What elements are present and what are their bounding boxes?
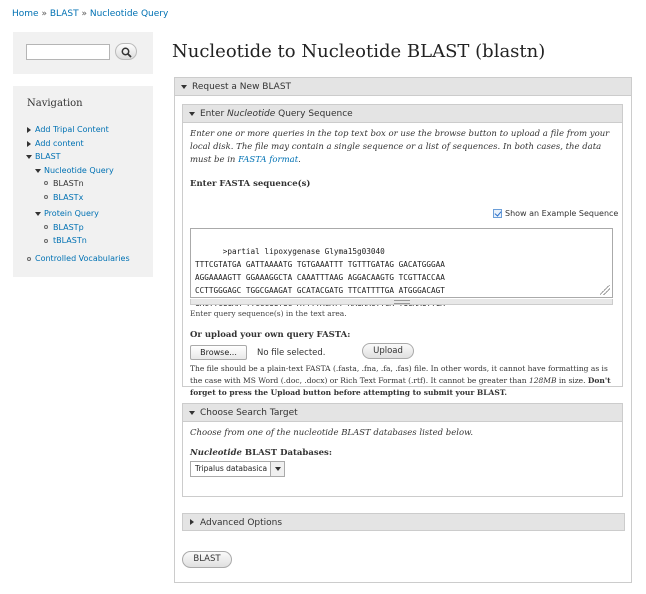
collapsed-arrow-icon xyxy=(27,141,31,147)
search-target-fieldset xyxy=(182,403,623,497)
advanced-options-label: Advanced Options xyxy=(200,518,283,528)
upload-button[interactable]: Upload xyxy=(362,343,414,359)
bullet-icon xyxy=(44,195,48,199)
collapsed-arrow-icon xyxy=(190,519,194,525)
textarea-note: Enter query sequence(s) in the text area. xyxy=(190,309,347,318)
expanded-arrow-icon xyxy=(189,411,195,415)
bullet-icon xyxy=(44,239,48,243)
search-button[interactable] xyxy=(115,43,137,60)
example-sequence-checkbox[interactable] xyxy=(493,209,618,218)
selected-database: Tripalus databasica xyxy=(195,464,268,473)
breadcrumb-blast[interactable]: BLAST xyxy=(49,9,79,19)
collapsed-arrow-icon xyxy=(27,127,31,133)
nav-blastn[interactable]: BLASTn xyxy=(53,179,84,188)
fasta-sequence-textarea[interactable] xyxy=(190,228,613,298)
file-requirements-note: The file should be a plain-text FASTA (.fasta, .fna, .fa, .fas) file. In other words, it cannot have formatting as is the case with MS Word (.doc, .docx) or Rich Text Format (.rtf). It cannot be greater than 128MB in size. Don't forget to press the Upload button before attempting to submit your BLAST. xyxy=(190,364,611,397)
expanded-arrow-icon xyxy=(35,169,41,173)
query-description: Enter one or more queries in the top text box or use the browse button to upload a file from your local disk. The file may contain a single sequence or a list of sequences. In both cases, the data must be in FASTA format. xyxy=(190,129,610,165)
request-legend[interactable] xyxy=(175,78,631,96)
no-file-selected: No file selected. xyxy=(257,348,326,358)
breadcrumb xyxy=(12,9,168,19)
search-target-description: Choose from one of the nucleotide BLAST databases listed below. xyxy=(190,428,474,438)
textarea-resize-bar[interactable] xyxy=(190,299,613,305)
nav-tblastn[interactable]: tBLASTn xyxy=(53,236,87,245)
breadcrumb-separator: » xyxy=(81,9,87,19)
request-fieldset xyxy=(174,77,632,583)
query-fieldset xyxy=(182,104,623,397)
expanded-arrow-icon xyxy=(181,85,187,89)
breadcrumb-separator: » xyxy=(41,9,47,19)
nav-blastp[interactable]: BLASTp xyxy=(53,223,84,232)
fasta-sequence-text: >partial lipoxygenase Glyma15g03040 TTTCGTATGA GATTAAAATG TGTGAAATTT TGTTTGATAG GACATGGGAA AGGAAAAGTT GGAAAGGCTA CAAATTTAAG AGGACAAGTG TCGTTACCAA CCTTGGGAGC TGGCGAAGAT GCATACGATG TTCATTTTGA ATGGGACAGT xyxy=(195,247,445,295)
fasta-sequence-label: Enter FASTA sequence(s) xyxy=(190,179,311,189)
query-legend[interactable] xyxy=(183,105,622,123)
search-block xyxy=(13,32,153,74)
breadcrumb-home[interactable]: Home xyxy=(12,9,39,19)
bullet-icon xyxy=(27,257,31,261)
checkbox-checked-icon xyxy=(493,209,502,218)
breadcrumb-nucleotide-query[interactable]: Nucleotide Query xyxy=(89,9,169,19)
expanded-arrow-icon xyxy=(26,155,32,159)
bullet-icon xyxy=(44,181,48,185)
nav-nucleotide-query[interactable]: Nucleotide Query xyxy=(44,166,114,175)
nav-controlled-vocabularies[interactable]: Controlled Vocabularies xyxy=(35,254,130,263)
example-sequence-label: Show an Example Sequence xyxy=(505,209,619,218)
nav-protein-query[interactable]: Protein Query xyxy=(44,209,99,218)
search-target-legend[interactable] xyxy=(183,404,622,422)
nav-add-content[interactable]: Add content xyxy=(35,139,84,148)
bullet-icon xyxy=(44,225,48,229)
navigation-title: Navigation xyxy=(27,98,83,109)
query-legend-label: Enter Nucleotide Query Sequence xyxy=(200,109,353,119)
nav-add-tripal-content[interactable]: Add Tripal Content xyxy=(35,125,109,134)
database-label: Nucleotide BLAST Databases: xyxy=(190,448,332,458)
expanded-arrow-icon xyxy=(189,112,195,116)
search-target-legend-label: Choose Search Target xyxy=(200,408,298,418)
browse-button[interactable]: Browse... xyxy=(190,345,247,360)
upload-fasta-label: Or upload your own query FASTA: xyxy=(190,330,351,340)
search-input[interactable] xyxy=(26,44,110,60)
navigation-block xyxy=(13,86,153,277)
advanced-options-legend[interactable] xyxy=(182,513,625,531)
search-icon xyxy=(121,47,132,58)
blast-submit-button[interactable]: BLAST xyxy=(182,551,232,568)
request-legend-label: Request a New BLAST xyxy=(192,82,292,92)
expanded-arrow-icon xyxy=(35,212,41,216)
database-select[interactable] xyxy=(190,461,285,477)
resize-grip-icon[interactable] xyxy=(600,285,610,295)
fasta-format-link[interactable]: FASTA format xyxy=(238,155,299,165)
nav-blast[interactable]: BLAST xyxy=(35,152,61,161)
chevron-down-icon xyxy=(270,462,284,476)
page-title: Nucleotide to Nucleotide BLAST (blastn) xyxy=(172,41,546,62)
nav-blastx[interactable]: BLASTx xyxy=(53,193,84,202)
